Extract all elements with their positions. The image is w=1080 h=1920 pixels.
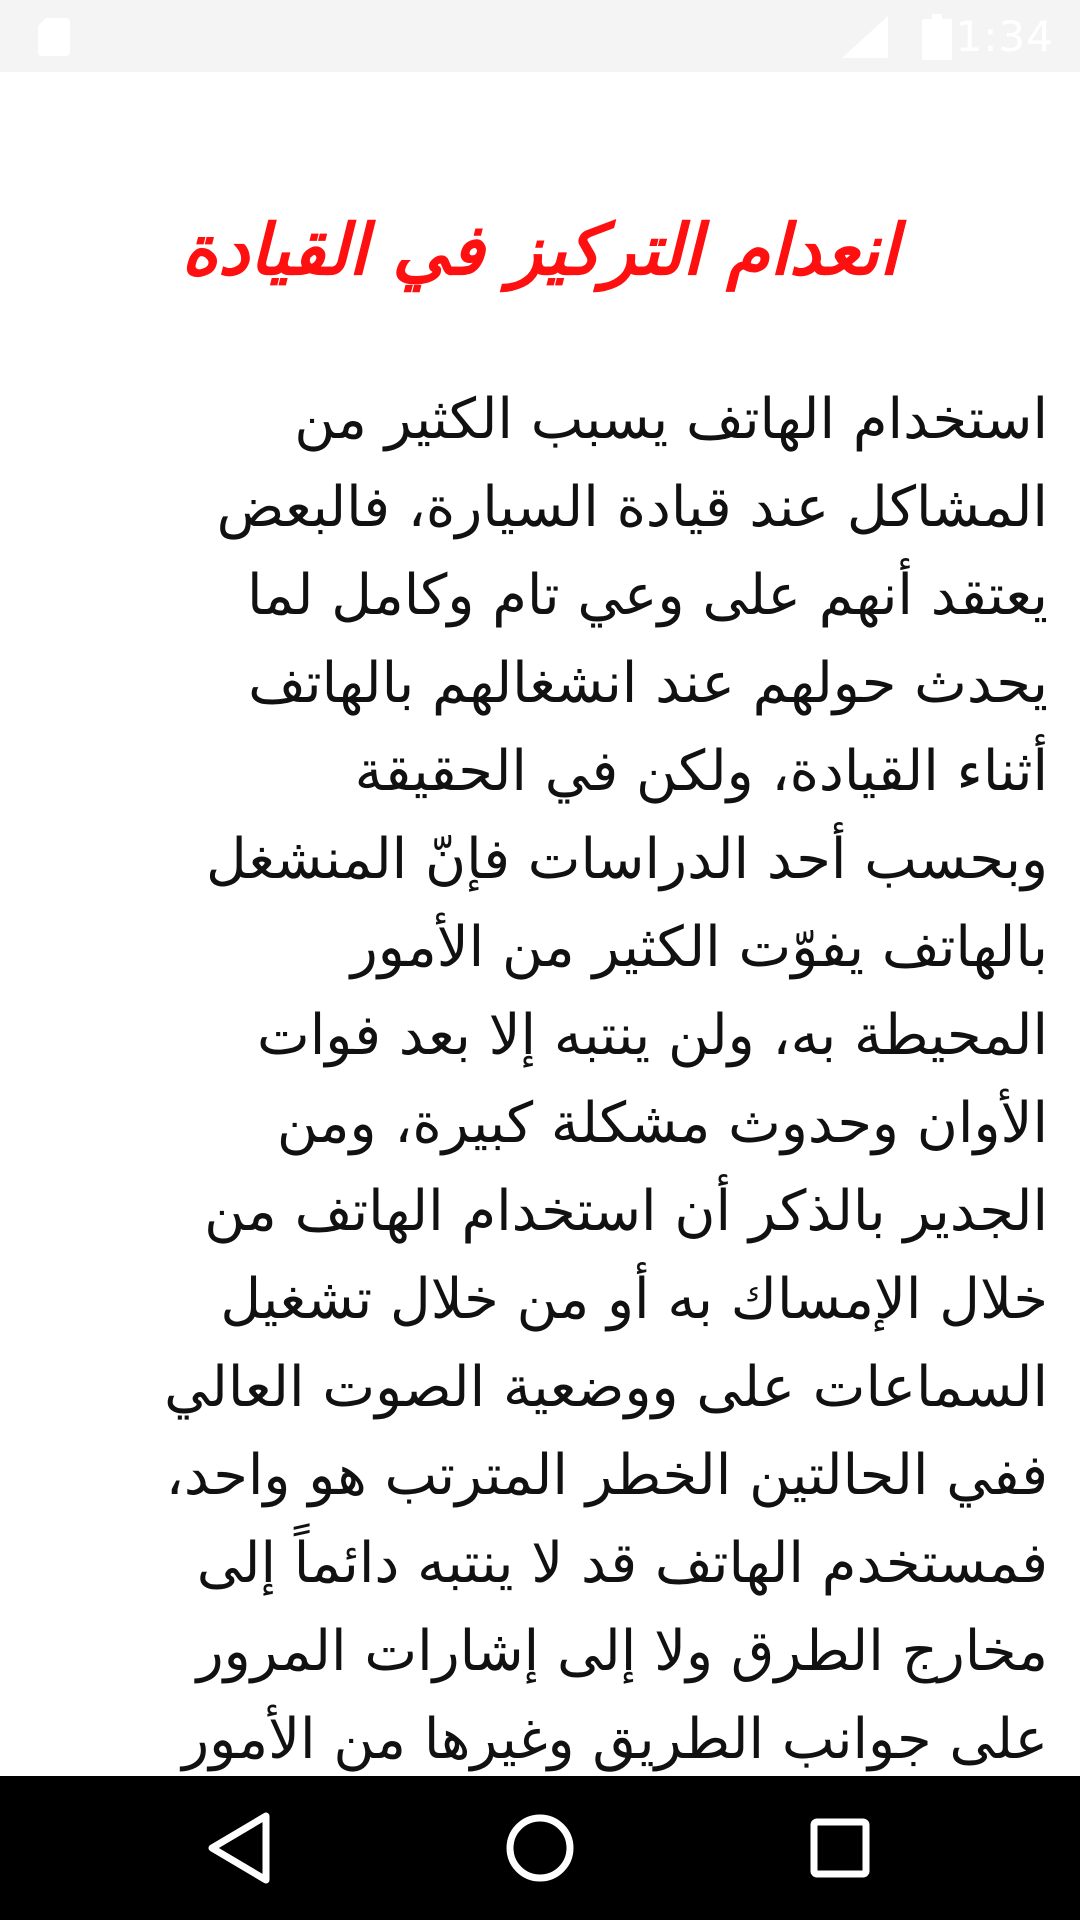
signal-icon xyxy=(842,16,888,58)
home-icon[interactable] xyxy=(500,1808,580,1888)
status-bar xyxy=(0,0,1080,72)
status-time: 1:34 xyxy=(955,12,1054,61)
sd-card-icon xyxy=(38,18,70,56)
battery-icon xyxy=(922,14,952,60)
back-icon[interactable] xyxy=(200,1808,280,1888)
article-body: استخدام الهاتف يسبب الكثير من المشاكل عند قيادة السيارة، فالبعض يعتقد أنهم على وعي تام وكامل لما يحدث حولهم عند انشغالهم بالهاتف أثناء القيادة، ولكن في الحقيقة وبحسب أحد الدراسات فإنّ المنشغل بالهاتف يفوّت الكثير من الأمور المحيطة به، ولن ينتبه إلا بعد فوات الأوان وحدوث مشكلة كبيرة، ومن الجدير بالذكر أن استخدام الهاتف من خلال الإمساك به أو من خلال تشغيل السماعات على ووضعية الصوت العالي ففي الحالتين الخطر المترتب هو واحد، فمستخدم الهاتف قد لا ينتبه دائماً إلى مخارج الطرق ولا إلى إشارات المرور على جوانب الطريق وغيرها من الأمور xyxy=(164,387,1048,1772)
recents-icon[interactable] xyxy=(800,1808,880,1888)
article-view[interactable] xyxy=(0,72,1080,1776)
navigation-bar xyxy=(0,1776,1080,1920)
article-title: انعدام التركيز في القيادة xyxy=(181,209,899,291)
